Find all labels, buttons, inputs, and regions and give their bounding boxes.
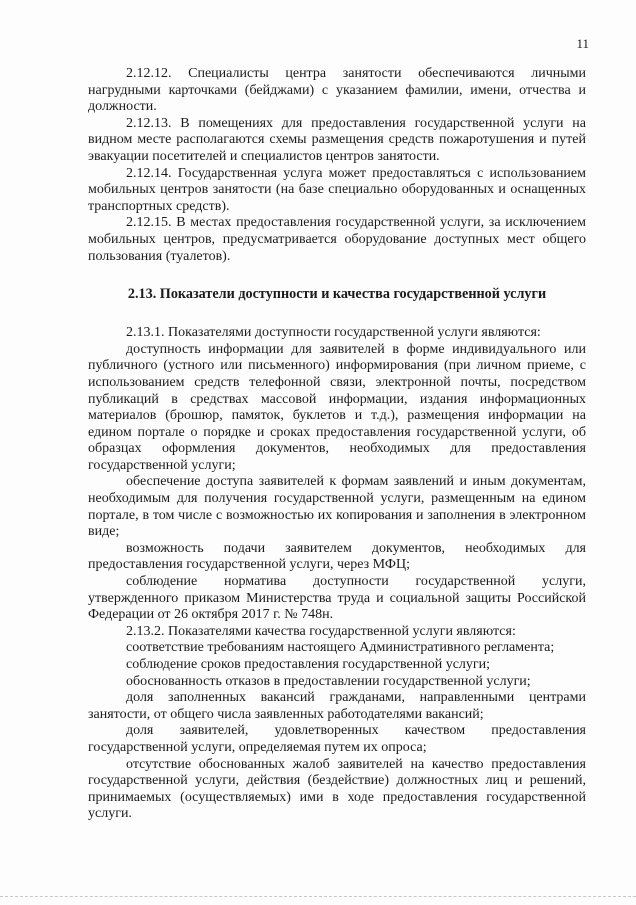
list-item-satisfaction-share: доля заявителей, удовлетворенных качеством предоставления государственной услуги, определяемая путем их опроса; — [88, 723, 586, 755]
list-item-form-access: обеспечение доступа заявителей к формам заявлений и иным документам, необходимым для получения государственной услуги, размещенным на едином портале, в том числе с возможностью их копирования и заполнения в электронном виде; — [88, 474, 586, 540]
document-body — [88, 66, 586, 823]
paragraph-2-13-2: 2.13.2. Показателями качества государственной услуги являются: — [126, 623, 516, 639]
spacer — [88, 303, 586, 325]
list-item-information-availability: доступность информации для заявителей в форме индивидуального или публичного (устного или письменного) информирования (при личном приеме, с использованием средств телефонной связи, электронной почты, посредством публикаций в средствах массовой информации, издания информационных материалов (брошюр, памяток, буклетов и т.д.), размещения информации на едином портале о порядке и сроках предоставления государственной услуги, об образцах оформления документов, необходимых для предоставления государственной услуги; — [88, 341, 586, 473]
paragraph-2-13-1: 2.13.1. Показателями доступности государственной услуги являются: — [126, 325, 541, 341]
list-item-no-complaints: отсутствие обоснованных жалоб заявителей на качество предоставления государственной услуги, действия (бездействие) должностных лиц и решений, принимаемых (осуществляемых) ими в ходе предоставления государственной услуги. — [88, 756, 586, 822]
section-heading-2-13: 2.13. Показатели доступности и качества государственной услуги — [127, 286, 547, 303]
list-item-accessibility-standard: соблюдение норматива доступности государственной услуги, утвержденного приказом Министерства труда и социальной защиты Российской Федерации от 26 октября 2017 г. № 748н. — [88, 574, 586, 623]
paragraph-2-12-13: 2.12.13. В помещениях для предоставления государственной услуги на видном месте располагаются схемы размещения средств пожаротушения и путей эвакуации посетителей и специалистов центров занятости. — [88, 115, 586, 164]
scan-edge-line — [0, 896, 636, 897]
spacer — [88, 265, 586, 285]
paragraph-2-12-14: 2.12.14. Государственная услуга может предоставляться с использованием мобильных центров занятости (на базе специально оборудованных и оснащенных транспортных средств). — [88, 165, 586, 214]
list-item-refusal-validity: обоснованность отказов в предоставлении государственной услуги; — [126, 673, 531, 689]
list-item-regulation-compliance: соответствие требованиям настоящего Административного регламента; — [126, 640, 555, 656]
page-number: 11 — [576, 36, 589, 51]
list-item-mfc-submission: возможность подачи заявителем документов, необходимых для предоставления государственной услуги, через МФЦ; — [88, 540, 586, 573]
paragraph-2-12-12: 2.12.12. Специалисты центра занятости обеспечиваются личными нагрудными карточками (бейджами) с указанием фамилии, имени, отчества и должности. — [88, 66, 586, 115]
list-item-vacancies-share: доля заполненных вакансий гражданами, направленными центрами занятости, от общего числа заявленных работодателями вакансий; — [88, 690, 586, 722]
paragraph-2-12-15: 2.12.15. В местах предоставления государственной услуги, за исключением мобильных центров, предусматривается оборудование доступных мест общего пользования (туалетов). — [88, 215, 586, 264]
list-item-deadlines: соблюдение сроков предоставления государственной услуги; — [126, 657, 491, 672]
